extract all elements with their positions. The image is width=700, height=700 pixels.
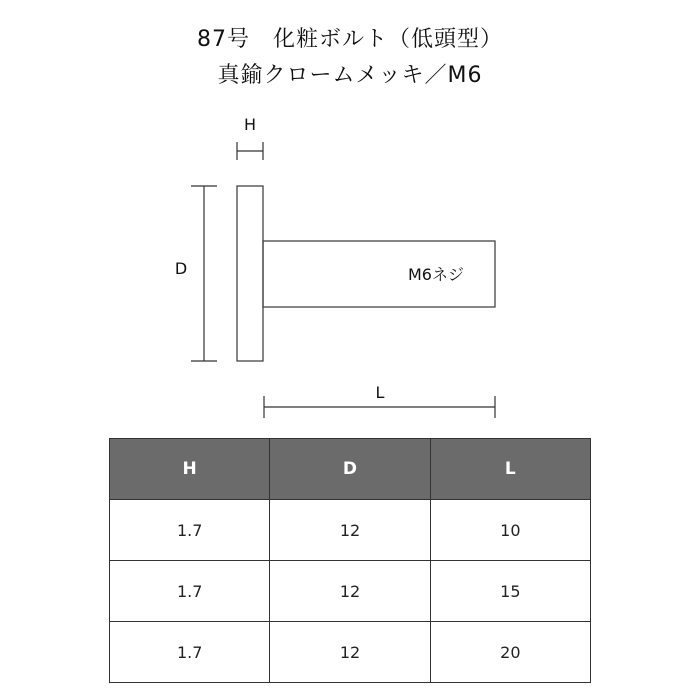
- cell-h: 1.7: [110, 500, 270, 561]
- thread-label: M6ネジ: [408, 265, 464, 284]
- table-row: [110, 622, 591, 683]
- column-header-l: L: [430, 439, 590, 500]
- column-header-h: H: [110, 439, 270, 500]
- d-label: D: [174, 259, 188, 278]
- cell-h: 1.7: [110, 561, 270, 622]
- h-label: H: [243, 115, 257, 134]
- table-row: [110, 561, 591, 622]
- h-dimension: [237, 142, 263, 160]
- bolt-head: [237, 186, 263, 361]
- product-material: 真鍮クロームメッキ／M6: [217, 63, 483, 88]
- spec-table: [109, 438, 591, 683]
- cell-d: 12: [270, 622, 430, 683]
- column-header-d: D: [270, 439, 430, 500]
- cell-l: 10: [430, 500, 590, 561]
- d-dimension: [191, 186, 217, 361]
- cell-h: 1.7: [110, 622, 270, 683]
- cell-d: 12: [270, 500, 430, 561]
- cell-l: 15: [430, 561, 590, 622]
- table-header-row: [110, 439, 591, 500]
- product-title: 87号 化粧ボルト（低頭型）: [197, 27, 503, 52]
- cell-l: 20: [430, 622, 590, 683]
- l-label: L: [375, 383, 385, 402]
- table-row: [110, 500, 591, 561]
- cell-d: 12: [270, 561, 430, 622]
